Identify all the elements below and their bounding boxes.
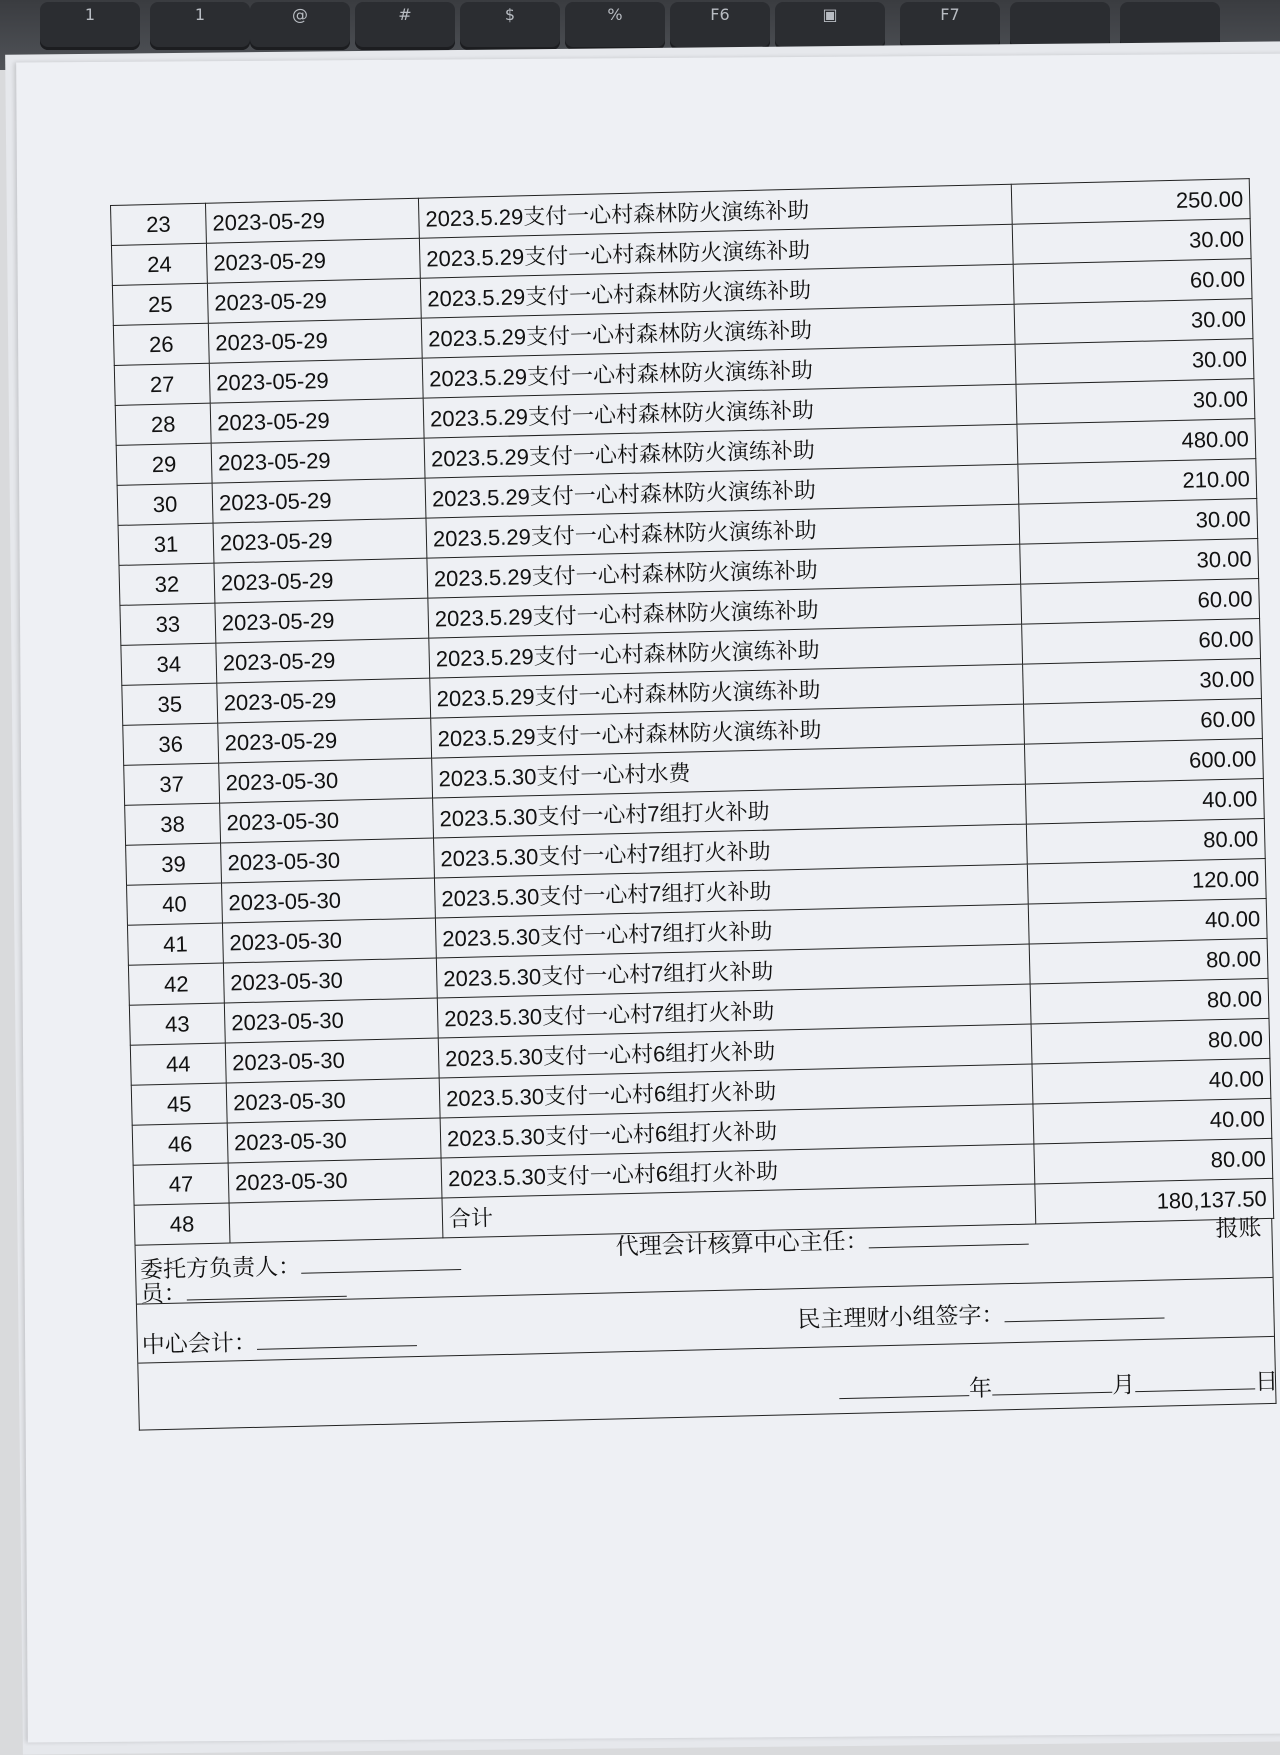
description-cell: 2023.5.30支付一心村6组打火补助: [438, 1024, 1032, 1078]
amount-cell: 30.00: [1012, 219, 1251, 265]
date-cell: 2023-05-29: [215, 598, 429, 643]
description-cell: 2023.5.30支付一心村7组打火补助: [433, 784, 1027, 838]
clerk-prefix-label: 报账: [1215, 1215, 1262, 1243]
amount-cell: 60.00: [1013, 259, 1252, 305]
description-cell: 2023.5.29支付一心村森林防火演练补助: [424, 424, 1018, 478]
row-number-cell: 48: [134, 1203, 230, 1245]
finance-group-field: [797, 1292, 1165, 1334]
amount-cell: 40.00: [1033, 1098, 1272, 1144]
description-cell: 2023.5.29支付一心村森林防火演练补助: [426, 504, 1020, 558]
amount-cell: 80.00: [1026, 818, 1265, 864]
row-number-cell: 42: [128, 963, 224, 1005]
date-cell: 2023-05-29: [213, 518, 427, 563]
row-number-cell: 43: [129, 1003, 225, 1045]
row-number-cell: 26: [113, 323, 209, 365]
row-number-cell: 32: [119, 563, 215, 605]
date-cell: 2023-05-29: [216, 638, 430, 683]
ledger-sheet: [110, 178, 1279, 1431]
description-cell: 2023.5.29支付一心村森林防火演练补助: [430, 664, 1024, 718]
row-number-cell: 37: [124, 763, 220, 805]
amount-cell: 30.00: [1014, 299, 1253, 345]
description-cell: 2023.5.29支付一心村森林防火演练补助: [428, 584, 1022, 638]
year-label: 年: [968, 1375, 993, 1403]
signature-line: [301, 1249, 461, 1274]
date-cell: 2023-05-30: [222, 918, 436, 963]
amount-cell: 60.00: [1022, 619, 1261, 665]
amount-cell: 120.00: [1027, 858, 1266, 904]
signature-line: [1004, 1297, 1164, 1322]
row-number-cell: 47: [133, 1163, 229, 1205]
date-line: [1135, 1368, 1255, 1392]
description-cell: 2023.5.30支付一心村水费: [432, 744, 1026, 798]
row-number-cell: 25: [112, 283, 208, 325]
keyboard-key: 1: [150, 2, 250, 50]
keyboard-key: $: [460, 2, 560, 50]
row-number-cell: 27: [114, 363, 210, 405]
row-number-cell: 40: [127, 883, 223, 925]
description-cell: 2023.5.30支付一心村7组打火补助: [437, 984, 1031, 1038]
keyboard-key: #: [355, 2, 455, 50]
row-number-cell: 44: [130, 1043, 226, 1085]
center-accountant-field: [141, 1320, 417, 1359]
day-label: 日: [1254, 1368, 1279, 1396]
date-cell: 2023-05-30: [227, 1118, 441, 1163]
amount-cell: 250.00: [1011, 179, 1250, 225]
date-cell: 2023-05-29: [205, 198, 419, 243]
date-line: [992, 1372, 1112, 1396]
keyboard-key: F7: [900, 2, 1000, 50]
keyboard-key: @: [250, 2, 350, 50]
description-cell: 2023.5.30支付一心村6组打火补助: [439, 1064, 1033, 1118]
amount-cell: 180,137.50: [1035, 1178, 1274, 1224]
finance-group-label: 民主理财小组签字：: [797, 1302, 1005, 1334]
amount-cell: 60.00: [1021, 579, 1260, 625]
amount-cell: 80.00: [1030, 978, 1269, 1024]
description-cell: 2023.5.29支付一心村森林防火演练补助: [427, 544, 1021, 598]
amount-cell: 30.00: [1023, 659, 1262, 705]
row-number-cell: 33: [120, 603, 216, 645]
date-cell: 2023-05-29: [207, 278, 421, 323]
row-number-cell: 35: [122, 683, 218, 725]
date-cell: [229, 1198, 443, 1243]
center-accountant-label: 中心会计：: [141, 1329, 258, 1359]
description-cell: 2023.5.29支付一心村森林防火演练补助: [421, 304, 1015, 358]
row-number-cell: 36: [123, 723, 219, 765]
keyboard-key: 1: [40, 2, 140, 50]
clerk-label: 员：: [140, 1280, 187, 1308]
camera-key-icon: ▣: [775, 2, 885, 50]
center-director-label: 代理会计核算中心主任：: [615, 1228, 869, 1261]
client-head-label: 委托方负责人：: [139, 1253, 302, 1284]
date-cell: 2023-05-30: [228, 1158, 442, 1203]
amount-cell: 40.00: [1032, 1058, 1271, 1104]
date-cell: 2023-05-29: [208, 318, 422, 363]
amount-cell: 60.00: [1024, 699, 1263, 745]
signature-line: [868, 1224, 1028, 1249]
row-number-cell: 23: [111, 203, 207, 245]
description-cell: 2023.5.29支付一心村森林防火演练补助: [419, 224, 1013, 278]
date-line: [839, 1375, 969, 1399]
amount-cell: 210.00: [1018, 459, 1257, 505]
date-cell: 2023-05-30: [223, 958, 437, 1003]
description-cell: 2023.5.29支付一心村森林防火演练补助: [429, 624, 1023, 678]
date-field: [839, 1363, 1279, 1406]
month-label: 月: [1111, 1372, 1136, 1399]
row-number-cell: 34: [121, 643, 217, 685]
row-number-cell: 46: [132, 1123, 228, 1165]
amount-cell: 30.00: [1016, 379, 1255, 425]
signature-line: [186, 1276, 346, 1301]
date-cell: 2023-05-29: [209, 358, 423, 403]
amount-cell: 80.00: [1031, 1018, 1270, 1064]
amount-cell: 30.00: [1015, 339, 1254, 385]
description-cell: 2023.5.30支付一心村6组打火补助: [440, 1104, 1034, 1158]
date-cell: 2023-05-29: [210, 398, 424, 443]
row-number-cell: 28: [115, 403, 211, 445]
description-cell: 2023.5.29支付一心村森林防火演练补助: [423, 384, 1017, 438]
description-cell: 2023.5.29支付一心村森林防火演练补助: [425, 464, 1019, 518]
row-number-cell: 38: [125, 803, 221, 845]
amount-cell: 80.00: [1034, 1138, 1273, 1184]
description-cell: 2023.5.30支付一心村7组打火补助: [436, 944, 1030, 998]
amount-cell: 600.00: [1024, 738, 1263, 784]
description-cell: 2023.5.29支付一心村森林防火演练补助: [418, 184, 1012, 238]
date-cell: 2023-05-29: [212, 478, 426, 523]
row-number-cell: 24: [111, 243, 207, 285]
row-number-cell: 39: [126, 843, 222, 885]
amount-cell: 480.00: [1017, 419, 1256, 465]
signature-line: [257, 1325, 417, 1350]
date-cell: 2023-05-29: [206, 238, 420, 283]
keyboard-key: F6: [670, 2, 770, 50]
date-cell: 2023-05-30: [222, 878, 436, 923]
date-cell: 2023-05-29: [217, 678, 431, 723]
date-cell: 2023-05-29: [211, 438, 425, 483]
description-cell: 2023.5.30支付一心村7组打火补助: [434, 824, 1028, 878]
description-cell: 合计: [442, 1184, 1036, 1238]
amount-cell: 30.00: [1019, 499, 1258, 545]
row-number-cell: 41: [127, 923, 223, 965]
date-cell: 2023-05-29: [214, 558, 428, 603]
keyboard-key: %: [565, 2, 665, 50]
date-cell: 2023-05-30: [220, 798, 434, 843]
row-number-cell: 31: [118, 523, 214, 565]
date-cell: 2023-05-30: [221, 838, 435, 883]
description-cell: 2023.5.29支付一心村森林防火演练补助: [422, 344, 1016, 398]
amount-cell: 40.00: [1028, 898, 1267, 944]
row-number-cell: 30: [117, 483, 213, 525]
date-cell: 2023-05-30: [226, 1078, 440, 1123]
description-cell: 2023.5.29支付一心村森林防火演练补助: [420, 264, 1014, 318]
description-cell: 2023.5.29支付一心村森林防火演练补助: [431, 704, 1025, 758]
date-cell: 2023-05-30: [224, 998, 438, 1043]
description-cell: 2023.5.30支付一心村7组打火补助: [435, 904, 1029, 958]
amount-cell: 30.00: [1020, 539, 1259, 585]
amount-cell: 80.00: [1029, 938, 1268, 984]
description-cell: 2023.5.30支付一心村7组打火补助: [434, 864, 1028, 918]
date-cell: 2023-05-30: [225, 1038, 439, 1083]
description-cell: 2023.5.30支付一心村6组打火补助: [441, 1144, 1035, 1198]
ledger-table: [110, 178, 1274, 1246]
amount-cell: 40.00: [1025, 778, 1264, 824]
row-number-cell: 29: [116, 443, 212, 485]
row-number-cell: 45: [131, 1083, 227, 1125]
date-cell: 2023-05-29: [218, 718, 432, 763]
date-cell: 2023-05-30: [219, 758, 433, 803]
